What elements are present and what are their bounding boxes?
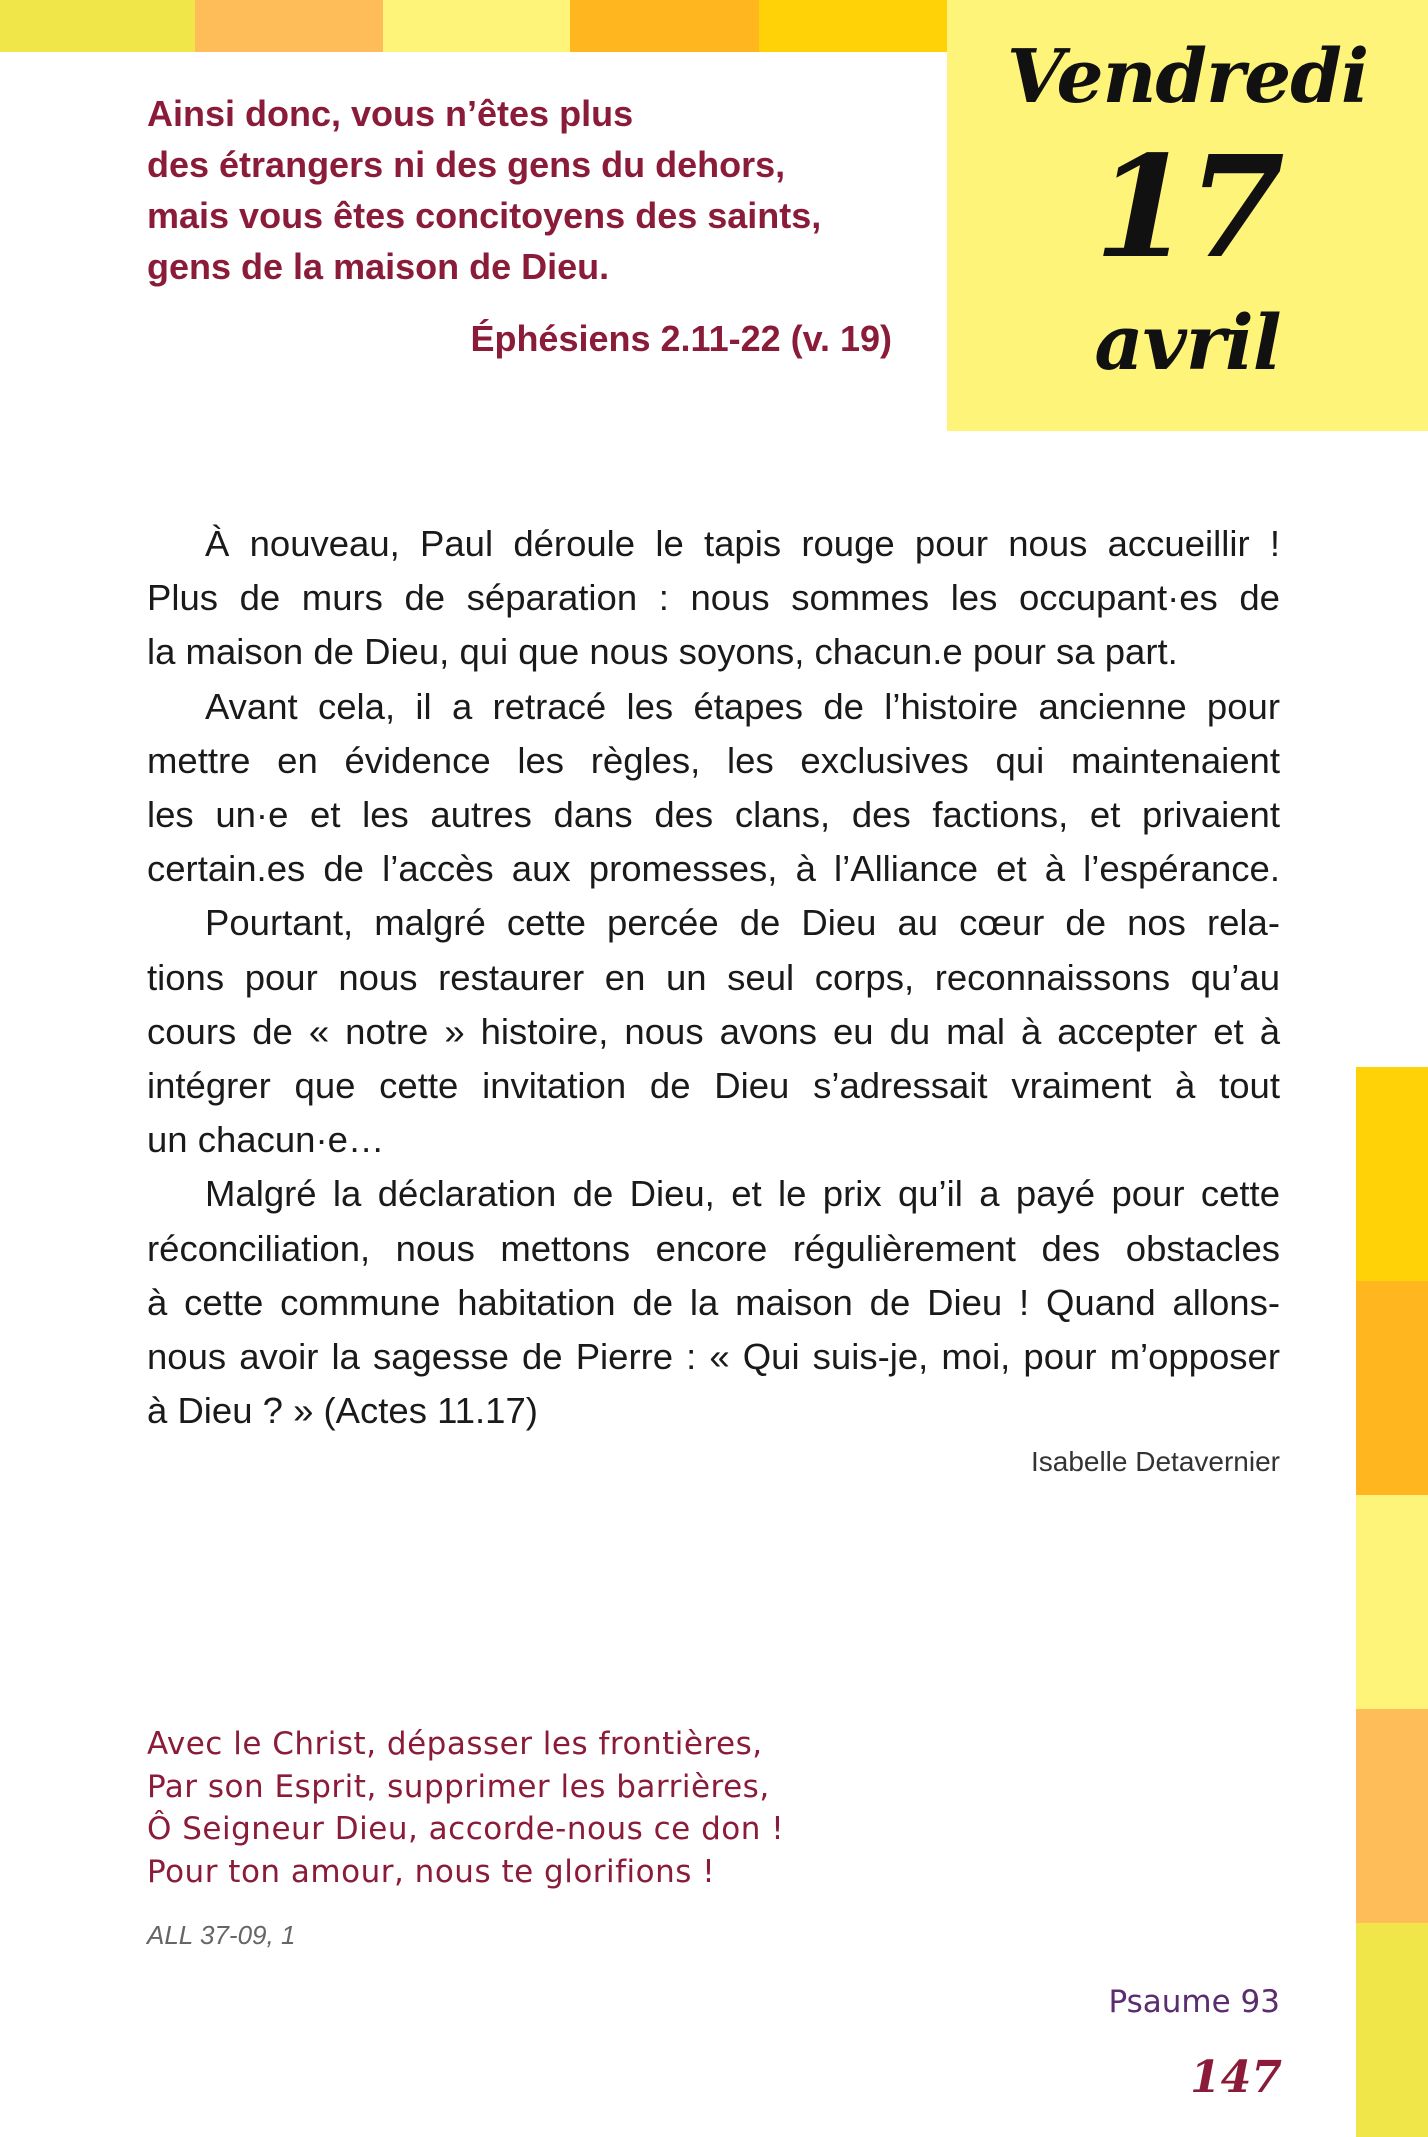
top-strip-segment [759,0,947,52]
side-strip-segment [1356,1709,1428,1923]
side-strip-segment [1356,1281,1428,1495]
hymn-line: Ô Seigneur Dieu, accorde-nous ce don ! [147,1811,785,1847]
body-line: à cette commune habitation de la maison de Dieu ! Quand allons- [147,1281,1280,1323]
body-line: certain.es de l’accès aux promesses, à l’Alliance et à l’espérance. [147,848,1280,890]
top-strip-segment [0,0,195,52]
body-line: À nouveau, Paul déroule le tapis rouge pour nous accueillir ! [205,523,1280,564]
body-line: la maison de Dieu, qui que nous soyons, chacun.e pour sa part. [147,631,1178,673]
author-name: Isabelle Detavernier [1030,1446,1280,1477]
body-line: Malgré la déclaration de Dieu, et le prix qu’il a payé pour cette [205,1173,1280,1215]
body-line: un chacun·e… [147,1119,385,1161]
verse-line: des étrangers ni des gens du dehors, [147,144,786,185]
side-strip-segment [1356,1067,1428,1281]
body-line: cours de « notre » histoire, nous avons eu du mal à accepter et à [147,1010,1280,1052]
body-line: Pourtant, malgré cette percée de Dieu au cœur de nos rela- [205,902,1280,944]
hymn-line: Par son Esprit, supprimer les barrières, [147,1768,770,1805]
top-strip-segment [570,0,759,52]
verse-reference: Éphésiens 2.11-22 (v. 19) [470,318,892,359]
date-month: avril [1094,298,1281,387]
verse-line: mais vous êtes concitoyens des saints, [147,195,822,236]
date-weekday: Vendredi [1006,34,1369,120]
hymn-verse [147,1723,784,1893]
body-line: les un·e et les autres dans des clans, des factions, et privaient [147,794,1280,836]
body-line: Avant cela, il a retracé les étapes de l’histoire ancienne pour [205,685,1280,727]
body-line: à Dieu ? » (Actes 11.17) [147,1390,538,1432]
hymn-line: Pour ton amour, nous te glorifions ! [147,1853,716,1890]
hymn-reference: ALL 37-09, 1 [147,1920,296,1950]
top-strip-segment [195,0,383,52]
hymn-line: Avec le Christ, dépasser les frontières, [147,1726,763,1762]
side-strip-segment [1356,1923,1428,2137]
side-strip-segment [1356,1495,1428,1709]
verse-line: Ainsi donc, vous n’êtes plus [147,93,634,134]
date-box [947,0,1428,431]
page-number: 147 [1190,2052,1282,2103]
body-line: tions pour nous restaurer en un seul corps, reconnaissons qu’au [147,956,1280,998]
verse-line: gens de la maison de Dieu. [147,246,610,287]
body-line: mettre en évidence les règles, les exclusives qui maintenaient [147,739,1280,781]
date-day: 17 [1094,126,1281,290]
body-line: nous avoir la sagesse de Pierre : « Qui suis-je, moi, pour m’opposer [147,1336,1280,1378]
body-line: réconciliation, nous mettons encore régulièrement des obstacles [147,1227,1280,1269]
side-color-strip [1356,1067,1428,2137]
body-line: intégrer que cette invitation de Dieu s’adressait vraiment à tout [147,1065,1280,1107]
meditation-text [147,517,1280,1438]
verse-quote [147,88,907,292]
psalm-reference: Psaume 93 [1108,1984,1280,2020]
top-color-strip [0,0,947,52]
top-strip-segment [383,0,570,52]
body-line: Plus de murs de séparation : nous sommes les occupant·es de [147,577,1280,619]
